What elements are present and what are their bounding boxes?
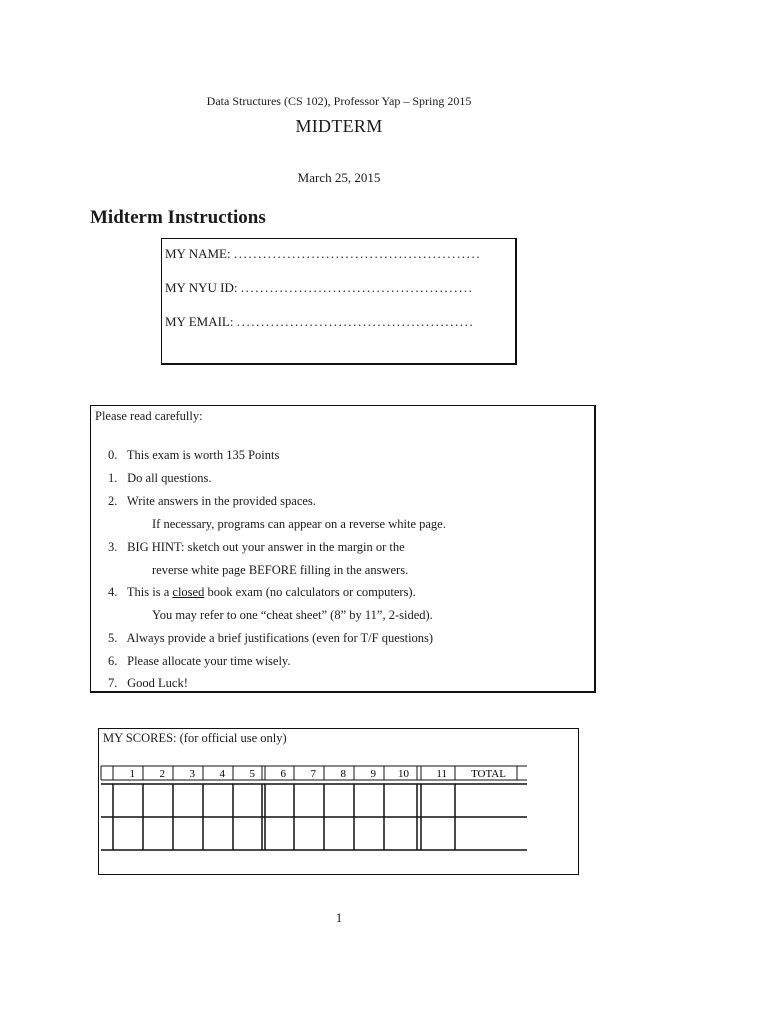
score-col-11: 11 xyxy=(436,768,447,780)
list-item-continuation: If necessary, programs can appear on a reverse white page. xyxy=(152,517,446,531)
list-item: 3. BIG HINT: sketch out your answer in the margin or the xyxy=(108,540,405,554)
list-item: 1. Do all questions. xyxy=(108,471,212,485)
score-col-4: 4 xyxy=(219,768,225,780)
instructions-box xyxy=(90,405,596,693)
nyu-id-row[interactable] xyxy=(165,280,474,296)
list-item: 4. This is a closed book exam (no calculators or computers). xyxy=(108,585,416,599)
name-row[interactable] xyxy=(165,246,481,262)
list-item: 2. Write answers in the provided spaces. xyxy=(108,494,316,508)
score-col-8: 8 xyxy=(340,768,346,780)
score-col-5: 5 xyxy=(249,768,255,780)
scores-heading: MY SCORES: (for official use only) xyxy=(103,731,287,745)
score-col-7: 7 xyxy=(310,768,316,780)
score-col-3: 3 xyxy=(189,768,195,780)
list-item-continuation: You may refer to one “cheat sheet” (8” by 11”, 2-sided). xyxy=(152,608,433,622)
course-line: Data Structures (CS 102), Professor Yap – Spring 2015 xyxy=(206,94,472,108)
section-title: Midterm Instructions xyxy=(90,207,266,228)
exam-date: March 25, 2015 xyxy=(297,170,381,185)
score-col-9: 9 xyxy=(370,768,376,780)
nyu-id-label: MY NYU ID: xyxy=(165,280,238,295)
underlined-word: closed xyxy=(172,585,205,599)
student-id-box xyxy=(161,238,517,365)
email-dots: ................................................. xyxy=(236,314,475,329)
score-col-total: TOTAL xyxy=(471,768,506,780)
page-number: 1 xyxy=(335,910,343,925)
name-dots: ................................................... xyxy=(233,246,482,261)
email-row[interactable] xyxy=(165,314,474,330)
list-item: 5. Always provide a brief justifications (even for T/F questions) xyxy=(108,631,434,645)
list-item-continuation: reverse white page BEFORE filling in the answers. xyxy=(152,563,409,577)
list-item: 0. This exam is worth 135 Points xyxy=(108,448,280,462)
scores-box xyxy=(98,728,579,875)
score-col-10: 10 xyxy=(398,768,409,780)
score-col-6: 6 xyxy=(280,768,286,780)
email-label: MY EMAIL: xyxy=(165,314,234,329)
score-grid xyxy=(99,729,578,874)
list-item: 7. Good Luck! xyxy=(108,676,188,690)
instructions-heading: Please read carefully: xyxy=(95,409,203,423)
score-col-1: 1 xyxy=(129,768,135,780)
exam-title: MIDTERM xyxy=(295,116,383,136)
nyu-id-dots: ................................................ xyxy=(240,280,474,295)
name-label: MY NAME: xyxy=(165,246,231,261)
score-col-2: 2 xyxy=(159,768,165,780)
list-item: 6. Please allocate your time wisely. xyxy=(108,654,291,668)
